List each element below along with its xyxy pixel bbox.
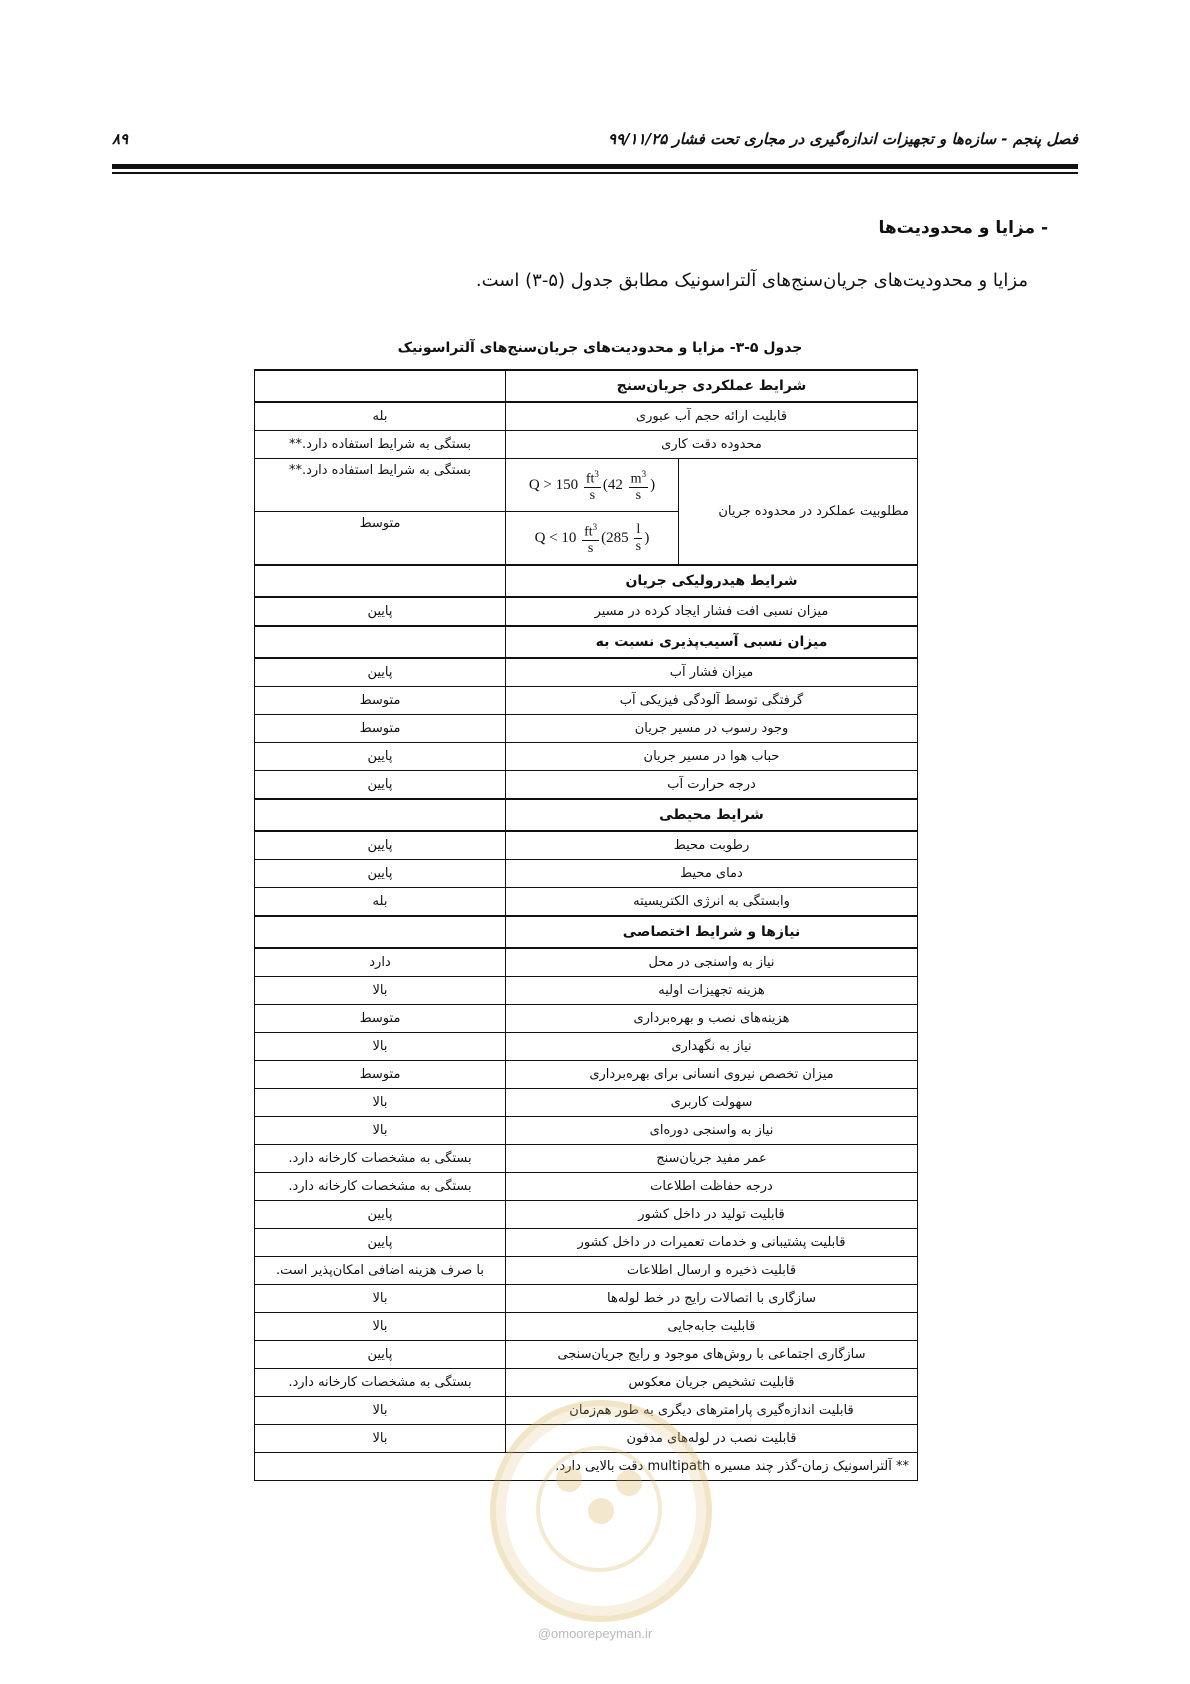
section-row [255,565,918,597]
advantages-table [254,369,918,1481]
table-row [255,831,918,860]
section-heading: - مزایا و محدودیت‌ها [878,218,1048,238]
row-value: پایین [255,743,506,771]
row-value: متوسط [255,1061,506,1089]
row-label: قابلیت پشتیبانی و خدمات تعمیرات در داخل کشور [506,1229,918,1257]
section-value-empty [255,799,506,831]
table-row [255,597,918,626]
row-value: پایین [255,1229,506,1257]
row-label: گرفتگی توسط آلودگی فیزیکی آب [506,687,918,715]
row-label: هزینه تجهیزات اولیه [506,977,918,1005]
watermark-site: @omoorepeyman.ir [537,1626,653,1641]
row-value: بله [255,888,506,917]
row-label: حباب هوا در مسیر جریان [506,743,918,771]
watermark-figure [556,1466,582,1492]
row-value: بستگی به شرایط استفاده دارد.** [255,431,506,459]
table-row [255,1285,918,1313]
row-label: رطوبت محیط [506,831,918,860]
row-label: هزینه‌های نصب و بهره‌برداری [506,1005,918,1033]
row-label: سهولت کاربری [506,1089,918,1117]
table-row [255,1173,918,1201]
section-row [255,916,918,948]
row-label: محدوده دقت کاری [506,431,918,459]
fraction: $\frac{ft^3}{s}$ [584,466,601,505]
table-row [255,1117,918,1145]
row-value: بالا [255,1313,506,1341]
formula-prefix: Q > 150 [528,476,579,493]
row-value: بستگی به مشخصات کارخانه دارد. [255,1173,506,1201]
row-label: درجه حفاظت اطلاعات [506,1173,918,1201]
table-footnote: ** آلتراسونیک زمان-گذر چند مسیره multipath دقت بالایی دارد. [255,1453,918,1481]
formula-prefix: Q < 10 [534,529,577,546]
table-row [255,1201,918,1229]
table-row [255,1061,918,1089]
row-label: نیاز به نگهداری [506,1033,918,1061]
row-value: پایین [255,771,506,800]
row-value: متوسط [255,1005,506,1033]
row-value: بالا [255,1033,506,1061]
section-row [255,626,918,658]
row-value: متوسط [255,715,506,743]
row-value: بله [255,402,506,431]
table-row [255,687,918,715]
row-value: پایین [255,658,506,687]
table-row [255,1033,918,1061]
table-row [255,743,918,771]
row-value: پایین [255,831,506,860]
watermark-figure [616,1470,642,1496]
intro-paragraph: مزایا و محدودیت‌های جریان‌سنج‌های آلتراسونیک مطابق جدول (۵-۳) است. [475,270,1028,291]
row-value: پایین [255,1341,506,1369]
table-row [255,1089,918,1117]
row-value: بالا [255,1397,506,1425]
fraction: $\frac{m^3}{s}$ [629,466,648,505]
row-label: درجه حرارت آب [506,771,918,800]
section-value-empty [255,916,506,948]
section-value-empty [255,370,506,402]
section-title: شرایط هیدرولیکی جریان [506,565,918,597]
row-label: میزان نسبی افت فشار ایجاد کرده در مسیر [506,597,918,626]
row-value: با صرف هزینه اضافی امکان‌پذیر است. [255,1257,506,1285]
table-row [255,1257,918,1285]
table-row [255,715,918,743]
row-value: بالا [255,977,506,1005]
table-row [255,1313,918,1341]
watermark-seal [490,1400,712,1622]
fraction: $\frac{l}{s}$ [635,521,642,554]
row-label: میزان تخصص نیروی انسانی برای بهره‌برداری [506,1061,918,1089]
section-row [255,370,918,402]
row-label: عمر مفید جریان‌سنج [506,1145,918,1173]
row-label: سازگاری اجتماعی با روش‌های موجود و رایج جریان‌سنجی [506,1341,918,1369]
formula-end: ) [644,529,650,546]
row-label: وابستگی به انرژی الکتریسیته [506,888,918,917]
page-number: ۸۹ [112,130,129,148]
table-row [255,1341,918,1369]
formula-mid: (42 [602,476,623,493]
row-label: قابلیت اندازه‌گیری پارامترهای دیگری به طور هم‌زمان [506,1397,918,1425]
row-label: قابلیت ارائه حجم آب عبوری [506,402,918,431]
header-rule-thick [112,164,1078,169]
row-label: سازگاری با اتصالات رایج در خط لوله‌ها [506,1285,918,1313]
section-value-empty [255,565,506,597]
row-label: نیاز به واسنجی دوره‌ای [506,1117,918,1145]
row-value: متوسط [255,687,506,715]
section-row [255,799,918,831]
formula-cell [506,459,679,512]
row-label: قابلیت تشخیص جریان معکوس [506,1369,918,1397]
table-row [255,1369,918,1397]
row-label: قابلیت تولید در داخل کشور [506,1201,918,1229]
row-value: بالا [255,1285,506,1313]
formula-end: ) [650,476,656,493]
table-row [255,459,918,512]
table-row [255,402,918,431]
row-label: قابلیت ذخیره و ارسال اطلاعات [506,1257,918,1285]
fraction: $\frac{ft^3}{s}$ [582,519,599,558]
formula-mid: (285 [601,529,629,546]
page-header [112,126,1078,156]
row-value: بستگی به مشخصات کارخانه دارد. [255,1369,506,1397]
table-row [255,1005,918,1033]
row-label: وجود رسوب در مسیر جریان [506,715,918,743]
section-title: نیازها و شرایط اختصاصی [506,916,918,948]
table-row [255,1229,918,1257]
table-row [255,658,918,687]
section-title: شرایط عملکردی جریان‌سنج [506,370,918,402]
section-title: شرایط محیطی [506,799,918,831]
table-row [255,860,918,888]
watermark-figure [588,1498,614,1524]
table-row [255,1145,918,1173]
section-title: میزان نسبی آسیب‌پذیری نسبت به [506,626,918,658]
table-caption: جدول ۵-۳- مزایا و محدودیت‌های جریان‌سنج‌های آلتراسونیک [397,340,803,356]
table-row [255,771,918,800]
row-value: دارد [255,948,506,977]
row-value: بستگی به شرایط استفاده دارد.** [255,459,506,512]
row-label: قابلیت جابه‌جایی [506,1313,918,1341]
table-row [255,948,918,977]
row-value: بالا [255,1117,506,1145]
table-row [255,888,918,917]
row-value: پایین [255,597,506,626]
chapter-title: فصل پنجم - سازه‌ها و تجهیزات اندازه‌گیری در مجاری تحت فشار ۹۹/۱۱/۲۵ [607,130,1078,148]
row-value: پایین [255,1201,506,1229]
row-value: بالا [255,1425,506,1453]
table-row [255,431,918,459]
row-value: بستگی به مشخصات کارخانه دارد. [255,1145,506,1173]
formula-cell [506,512,679,566]
row-label: نیاز به واسنجی در محل [506,948,918,977]
row-label: دمای محیط [506,860,918,888]
section-value-empty [255,626,506,658]
row-label: مطلوبیت عملکرد در محدوده جریان [678,459,917,566]
row-label: میزان فشار آب [506,658,918,687]
row-value: متوسط [255,512,506,566]
row-value: بالا [255,1089,506,1117]
row-value: پایین [255,860,506,888]
table-row [255,977,918,1005]
row-label: قابلیت نصب در لوله‌های مدفون [506,1425,918,1453]
header-rule-thin [112,172,1078,174]
